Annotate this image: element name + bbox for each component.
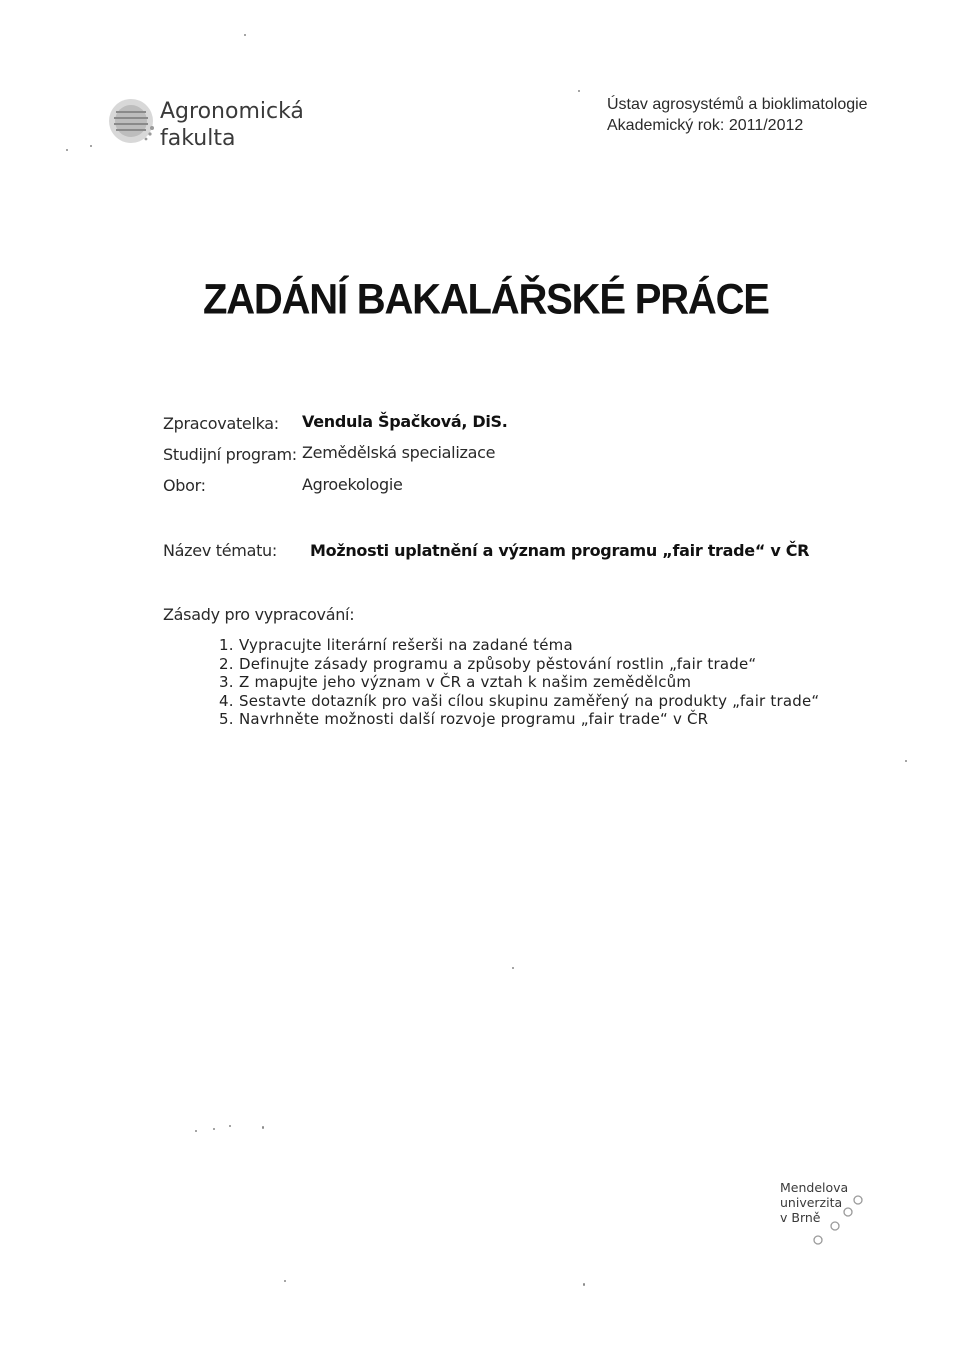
scan-speck [578, 90, 580, 92]
scan-speck [213, 1128, 215, 1130]
list-item-text: Navrhněte možnosti další rozvoje programu „fair trade“ v ČR [239, 710, 709, 729]
topic-label: Název tématu: [163, 541, 277, 560]
program-value: Zemědělská specializace [302, 443, 496, 462]
list-item-text: Vypracujte literární rešerši na zadané téma [239, 636, 573, 654]
list-item [219, 710, 819, 729]
scan-speck [512, 967, 514, 969]
institute-header [607, 94, 868, 136]
list-item [219, 655, 819, 674]
list-item-number: 4. [219, 691, 234, 710]
field-value: Agroekologie [302, 475, 403, 494]
faculty-name-line1: Agronomická [160, 99, 304, 124]
list-item-text: Z mapujte jeho význam v ČR a vztah k našim zemědělcům [239, 673, 692, 692]
list-item-number: 5. [219, 710, 234, 729]
faculty-logo-emblem-icon [106, 96, 156, 146]
institute-name: Ústav agrosystémů a bioklimatologie [607, 96, 868, 113]
field-label: Obor: [163, 476, 206, 495]
academic-year: Akademický rok: 2011/2012 [607, 117, 804, 134]
list-item [219, 673, 819, 692]
document-title: ZADÁNÍ BAKALÁŘSKÉ PRÁCE [203, 276, 769, 324]
scan-speck [244, 34, 246, 36]
stamp-line2: univerzita [780, 1195, 843, 1210]
scan-speck [229, 1125, 231, 1127]
list-item-text: Definujte zásady programu a způsoby pěstování rostlin „fair trade“ [239, 654, 757, 673]
list-item [219, 636, 819, 655]
list-item [219, 692, 819, 711]
program-label: Studijní program: [163, 445, 297, 464]
scan-speck [66, 149, 68, 151]
scan-speck [583, 1283, 585, 1286]
list-item-text: Sestavte dotazník pro vaši cílou skupinu zaměřený na produkty „fair trade“ [239, 691, 820, 710]
scan-speck [284, 1280, 286, 1282]
scan-speck [905, 760, 907, 762]
scan-speck [90, 145, 92, 147]
stamp-line1: Mendelova [780, 1180, 849, 1195]
principles-list [219, 636, 819, 729]
scan-speck [195, 1130, 197, 1132]
topic-value: Možnosti uplatnění a význam programu „fair trade“ v ČR [310, 541, 810, 560]
list-item-number: 3. [219, 673, 234, 692]
scan-speck [262, 1126, 264, 1129]
faculty-logo-text [160, 98, 304, 152]
author-label: Zpracovatelka: [163, 414, 279, 433]
stamp-dots-icon [803, 1188, 873, 1258]
list-item-number: 1. [219, 636, 234, 654]
list-item-number: 2. [219, 654, 234, 673]
author-value: Vendula Špačková, DiS. [302, 412, 508, 431]
faculty-name-line2: fakulta [160, 126, 236, 151]
stamp-line3: v Brně [780, 1210, 821, 1225]
principles-heading: Zásady pro vypracování: [163, 605, 355, 624]
